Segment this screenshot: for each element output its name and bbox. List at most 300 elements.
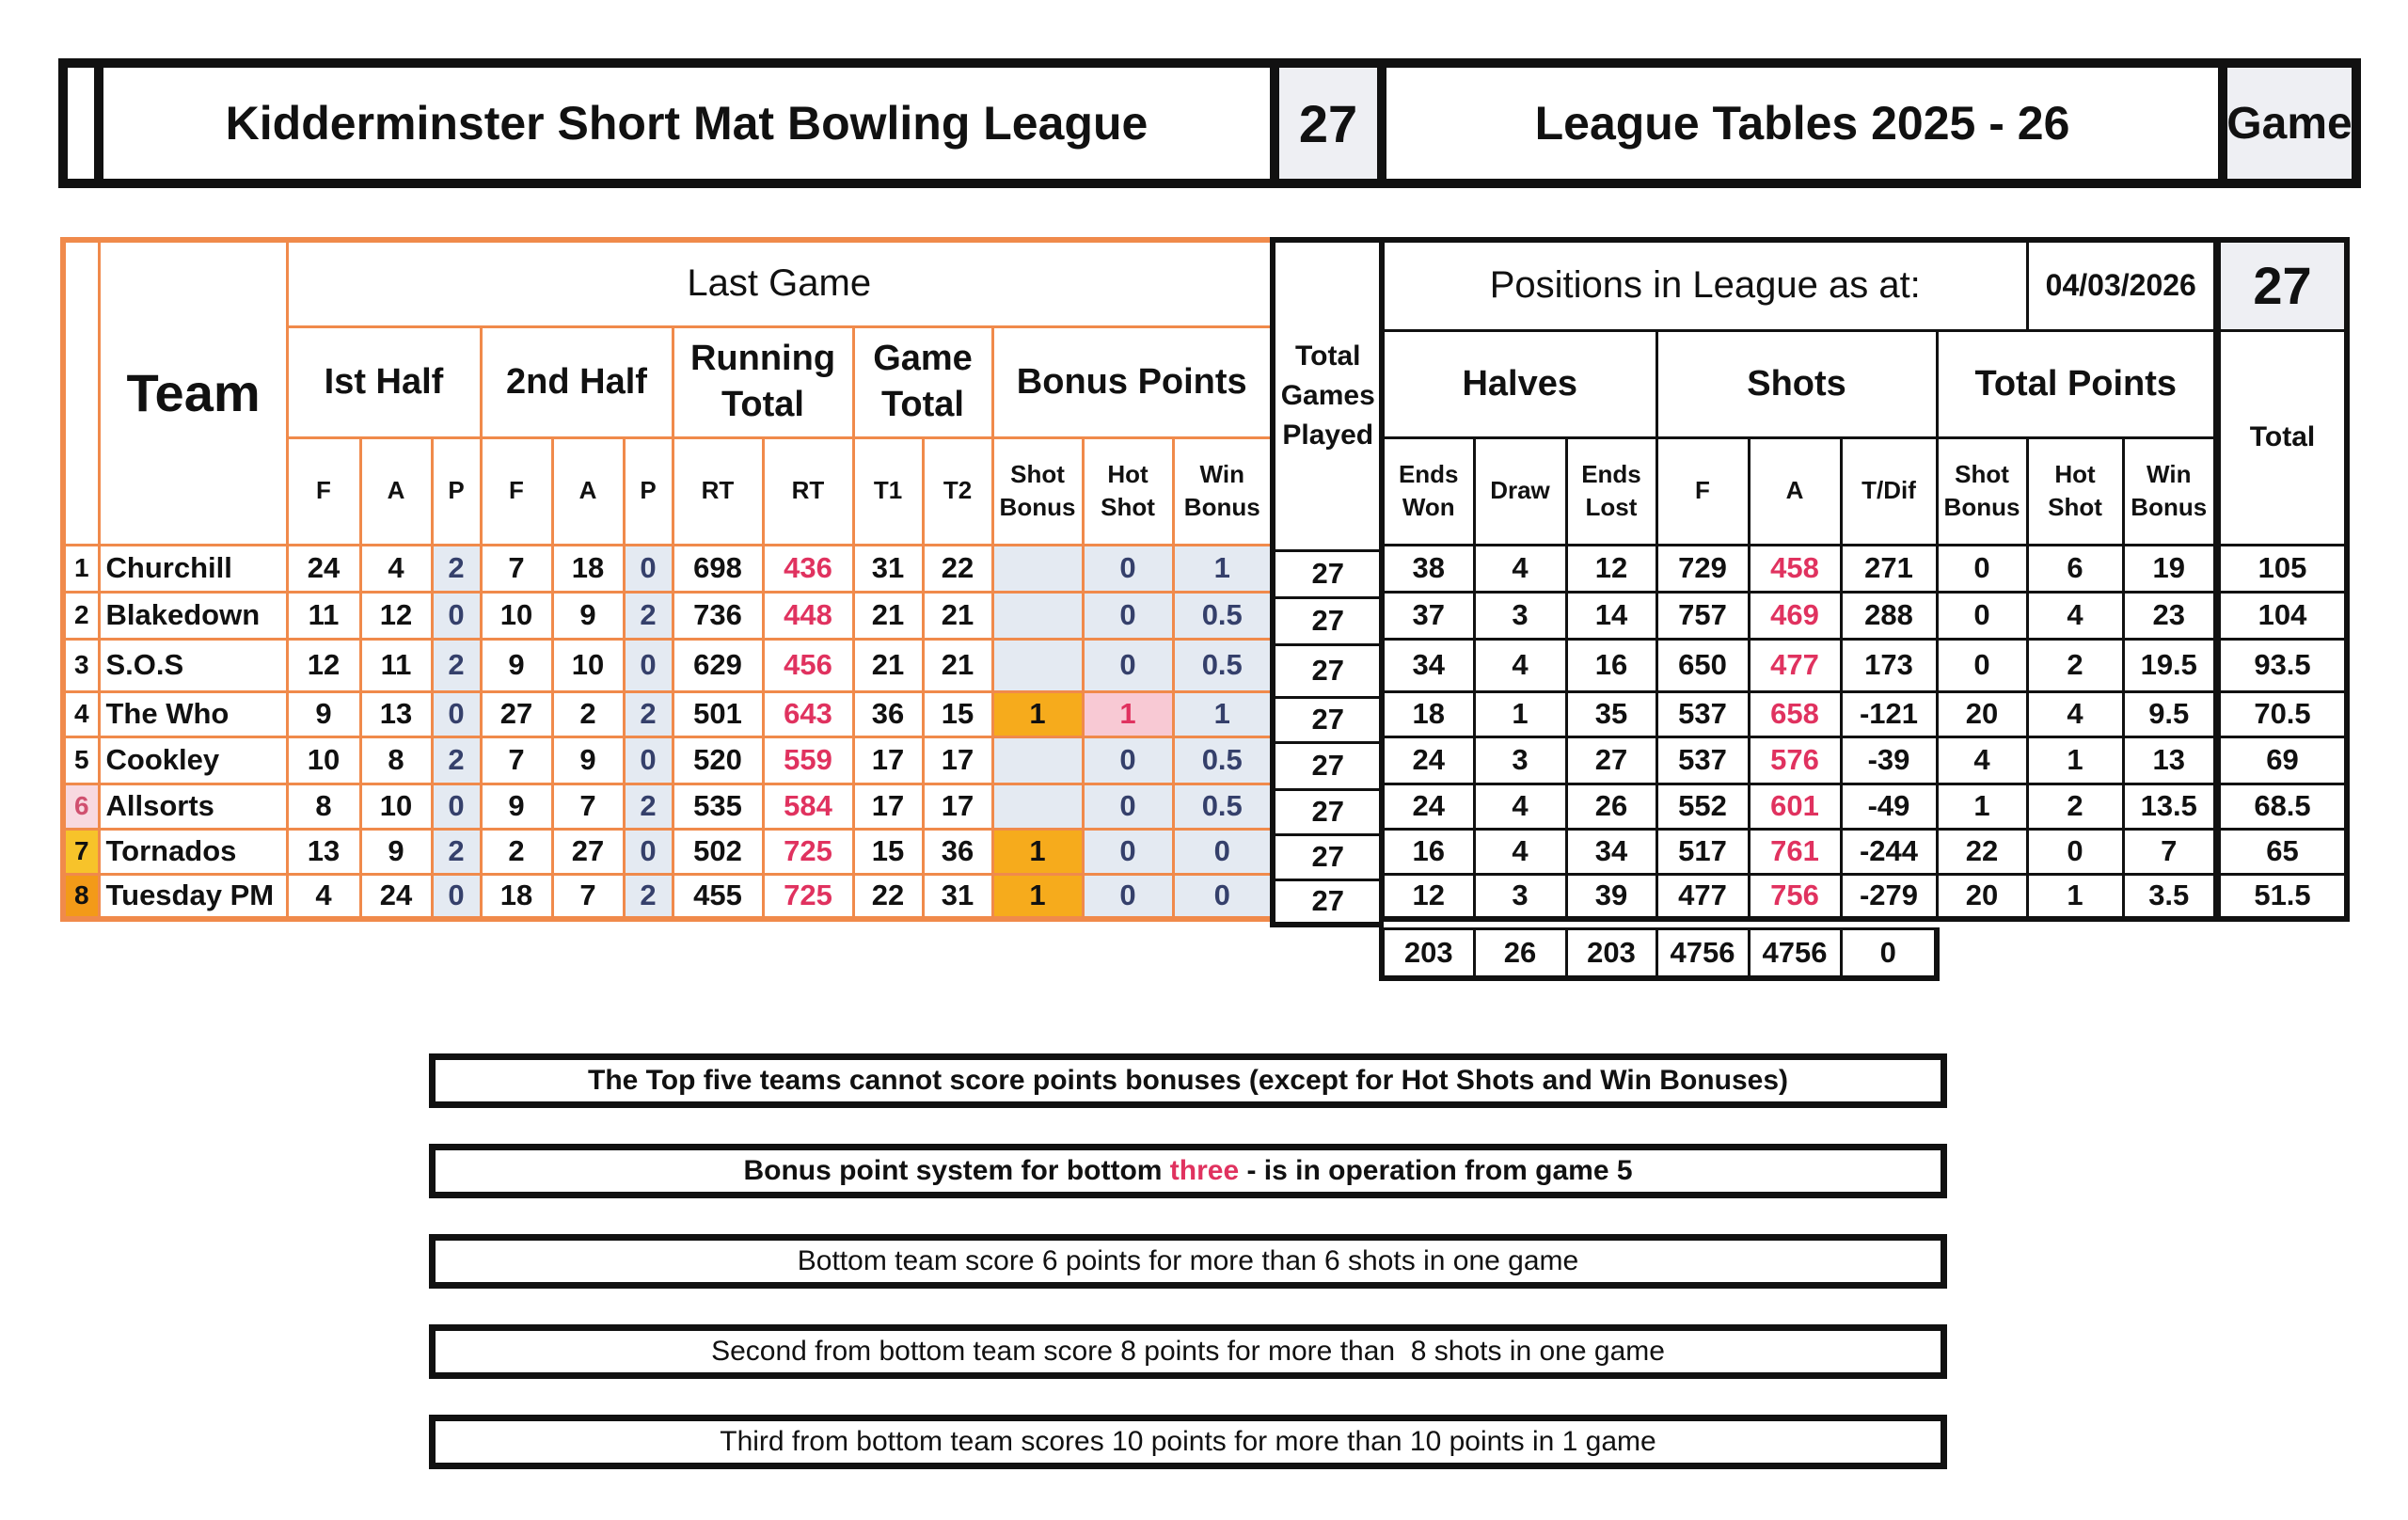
games-played-table <box>1270 237 1384 927</box>
col-h1-f: F <box>287 437 360 545</box>
shot-difference: -49 <box>1841 784 1937 829</box>
table-row <box>63 691 1273 736</box>
first-half-points: 2 <box>432 829 481 874</box>
shot-bonus <box>992 736 1083 784</box>
game-total-1: 31 <box>853 545 923 592</box>
table-row <box>1273 697 1382 742</box>
total-points: 69 <box>2217 736 2347 784</box>
total-points: 51.5 <box>2217 874 2347 919</box>
note-second-from-bottom-text: Second from bottom team score 8 points for more than 8 shots in one game <box>711 1336 1665 1367</box>
position-number: 4 <box>63 691 99 736</box>
draw: 3 <box>1474 874 1566 919</box>
total-points-header: Total Points <box>1937 330 2217 437</box>
second-half-against: 7 <box>552 874 624 919</box>
header-game-label-text: Game <box>2226 98 2353 149</box>
ends-won: 12 <box>1382 874 1474 919</box>
col-win-bonus: Win Bonus <box>1173 437 1273 545</box>
col-h2-f: F <box>481 437 552 545</box>
col-h2-p: P <box>624 437 673 545</box>
draw: 4 <box>1474 784 1566 829</box>
total-points: 70.5 <box>2217 691 2347 736</box>
games-played: 27 <box>1273 697 1382 742</box>
ends-won: 24 <box>1382 736 1474 784</box>
total-shot-bonus: 0 <box>1937 639 2027 691</box>
tables-title-text: League Tables 2025 - 26 <box>1534 97 2070 150</box>
total-points: 65 <box>2217 829 2347 874</box>
note-bonus-system-three: three <box>1169 1155 1240 1186</box>
position-number: 2 <box>63 592 99 639</box>
col-ends-lost: Ends Lost <box>1566 437 1656 545</box>
ends-won: 37 <box>1382 592 1474 639</box>
ends-lost: 26 <box>1566 784 1656 829</box>
position-number: 7 <box>63 829 99 874</box>
shot-difference: 173 <box>1841 639 1937 691</box>
first-half-against: 4 <box>360 545 432 592</box>
shot-difference: -244 <box>1841 829 1937 874</box>
total-hot-shot: 0 <box>2027 829 2123 874</box>
game-total-2: 17 <box>923 736 992 784</box>
first-half-for: 10 <box>287 736 360 784</box>
hot-shot: 0 <box>1083 639 1173 691</box>
first-half-for: 4 <box>287 874 360 919</box>
shots-against: 761 <box>1749 829 1841 874</box>
note-top-five <box>429 1053 1947 1108</box>
second-half-points: 0 <box>624 639 673 691</box>
shots-against: 469 <box>1749 592 1841 639</box>
second-half-for: 7 <box>481 545 552 592</box>
shots-against: 458 <box>1749 545 1841 592</box>
bonus-points-header: Bonus Points <box>992 326 1273 437</box>
note-bottom-team-text: Bottom team score 6 points for more than 6 shots in one game <box>797 1245 1579 1276</box>
hot-shot: 0 <box>1083 545 1173 592</box>
team-name: Churchill <box>99 545 287 592</box>
positions-date: 04/03/2026 <box>2027 240 2217 330</box>
note-third-from-bottom <box>429 1415 1947 1469</box>
running-total-2: 448 <box>763 592 853 639</box>
hot-shot: 1 <box>1083 691 1173 736</box>
team-name: The Who <box>99 691 287 736</box>
running-total-1: 629 <box>673 639 763 691</box>
shots-for: 552 <box>1656 784 1749 829</box>
shot-bonus <box>992 639 1083 691</box>
running-total-header: Running Total <box>673 326 853 437</box>
running-total-1: 736 <box>673 592 763 639</box>
shot-bonus: 1 <box>992 691 1083 736</box>
win-bonus: 1 <box>1173 691 1273 736</box>
total-win-bonus: 3.5 <box>2123 874 2217 919</box>
table-row <box>63 545 1273 592</box>
col-t1: T1 <box>853 437 923 545</box>
shots-for: 537 <box>1656 736 1749 784</box>
total-games-played-header: Total Games Played <box>1273 240 1382 550</box>
first-half-against: 11 <box>360 639 432 691</box>
ends-won: 24 <box>1382 784 1474 829</box>
note-third-from-bottom-text: Third from bottom team scores 10 points for more than 10 points in 1 game <box>720 1426 1656 1457</box>
shot-bonus: 1 <box>992 874 1083 919</box>
table-row <box>1382 829 2347 874</box>
ends-won: 38 <box>1382 545 1474 592</box>
total-win-bonus: 13 <box>2123 736 2217 784</box>
games-played: 27 <box>1273 597 1382 644</box>
total-hot-shot: 2 <box>2027 639 2123 691</box>
table-row <box>1382 545 2347 592</box>
table-row <box>63 874 1273 919</box>
win-bonus: 0 <box>1173 874 1273 919</box>
total-shot-bonus: 1 <box>1937 784 2027 829</box>
hot-shot: 0 <box>1083 592 1173 639</box>
shot-bonus <box>992 545 1083 592</box>
first-half-header: Ist Half <box>287 326 481 437</box>
first-half-against: 13 <box>360 691 432 736</box>
games-played: 27 <box>1273 789 1382 834</box>
total-hot-shot: 4 <box>2027 691 2123 736</box>
draw: 4 <box>1474 829 1566 874</box>
ends-won: 34 <box>1382 639 1474 691</box>
win-bonus: 0.5 <box>1173 784 1273 829</box>
total-win-bonus: 13.5 <box>2123 784 2217 829</box>
col-total-hot-shot: Hot Shot <box>2027 437 2123 545</box>
first-half-for: 11 <box>287 592 360 639</box>
league-title <box>94 58 1279 188</box>
col-total-shot-bonus: Shot Bonus <box>1937 437 2027 545</box>
game-total-1: 22 <box>853 874 923 919</box>
col-rt1: RT <box>673 437 763 545</box>
second-half-points: 2 <box>624 784 673 829</box>
position-number: 8 <box>63 874 99 919</box>
team-name: Tuesday PM <box>99 874 287 919</box>
second-half-points: 2 <box>624 592 673 639</box>
table-row <box>1273 789 1382 834</box>
second-half-for: 9 <box>481 639 552 691</box>
games-played: 27 <box>1273 834 1382 879</box>
tables-title <box>1377 58 2227 188</box>
games-played: 27 <box>1273 550 1382 597</box>
ends-lost: 39 <box>1566 874 1656 919</box>
total-shots-f: 4756 <box>1656 929 1749 978</box>
shot-difference: -121 <box>1841 691 1937 736</box>
total-hot-shot: 1 <box>2027 874 2123 919</box>
second-half-for: 2 <box>481 829 552 874</box>
hot-shot: 0 <box>1083 829 1173 874</box>
total-shot-bonus: 20 <box>1937 874 2027 919</box>
last-game-header: Last Game <box>287 240 1273 326</box>
league-title-text: Kidderminster Short Mat Bowling League <box>225 97 1149 150</box>
second-half-for: 10 <box>481 592 552 639</box>
total-shots-a: 4756 <box>1749 929 1841 978</box>
second-half-against: 27 <box>552 829 624 874</box>
first-half-against: 9 <box>360 829 432 874</box>
table-row <box>1273 644 1382 697</box>
total-win-bonus: 19 <box>2123 545 2217 592</box>
col-shot-bonus: Shot Bonus <box>992 437 1083 545</box>
table-row <box>1273 834 1382 879</box>
team-name: Cookley <box>99 736 287 784</box>
first-half-points: 2 <box>432 736 481 784</box>
col-h1-p: P <box>432 437 481 545</box>
shot-difference: 288 <box>1841 592 1937 639</box>
shots-for: 757 <box>1656 592 1749 639</box>
team-header: Team <box>99 240 287 545</box>
total-t-dif: 0 <box>1841 929 1937 978</box>
table-row <box>63 639 1273 691</box>
games-played: 27 <box>1273 742 1382 789</box>
table-row <box>63 736 1273 784</box>
total-win-bonus: 19.5 <box>2123 639 2217 691</box>
col-t2: T2 <box>923 437 992 545</box>
total-shot-bonus: 20 <box>1937 691 2027 736</box>
hot-shot: 0 <box>1083 784 1173 829</box>
second-half-against: 10 <box>552 639 624 691</box>
game-total-1: 36 <box>853 691 923 736</box>
header-game-number-text: 27 <box>1298 93 1358 153</box>
draw: 4 <box>1474 545 1566 592</box>
game-total-2: 21 <box>923 639 992 691</box>
first-half-points: 0 <box>432 874 481 919</box>
total-ends-won: 203 <box>1382 929 1474 978</box>
hot-shot: 0 <box>1083 736 1173 784</box>
note-top-five-text: The Top five teams cannot score points bonuses (except for Hot Shots and Win Bonuses) <box>588 1065 1788 1096</box>
position-number: 3 <box>63 639 99 691</box>
note-bottom-team <box>429 1234 1947 1289</box>
running-total-1: 520 <box>673 736 763 784</box>
running-total-2: 456 <box>763 639 853 691</box>
total-header: Total <box>2217 330 2347 545</box>
total-shot-bonus: 22 <box>1937 829 2027 874</box>
running-total-2: 643 <box>763 691 853 736</box>
first-half-points: 0 <box>432 691 481 736</box>
ends-won: 16 <box>1382 829 1474 874</box>
col-t-dif: T/Dif <box>1841 437 1937 545</box>
last-game-table <box>60 237 1275 922</box>
second-half-points: 2 <box>624 874 673 919</box>
running-total-2: 725 <box>763 829 853 874</box>
game-total-1: 17 <box>853 784 923 829</box>
ends-won: 18 <box>1382 691 1474 736</box>
total-shot-bonus: 0 <box>1937 545 2027 592</box>
table-row <box>1382 784 2347 829</box>
total-win-bonus: 7 <box>2123 829 2217 874</box>
table-row <box>63 592 1273 639</box>
totals-table <box>1379 927 1940 981</box>
second-half-for: 18 <box>481 874 552 919</box>
shots-against: 756 <box>1749 874 1841 919</box>
win-bonus: 0.5 <box>1173 639 1273 691</box>
first-half-against: 24 <box>360 874 432 919</box>
total-win-bonus: 9.5 <box>2123 691 2217 736</box>
total-points: 68.5 <box>2217 784 2347 829</box>
second-half-against: 9 <box>552 592 624 639</box>
table-row <box>1273 550 1382 597</box>
win-bonus: 0.5 <box>1173 736 1273 784</box>
second-half-against: 9 <box>552 736 624 784</box>
game-total-2: 15 <box>923 691 992 736</box>
table-row <box>1273 879 1382 925</box>
game-total-2: 17 <box>923 784 992 829</box>
game-total-1: 21 <box>853 592 923 639</box>
pos-header <box>63 240 99 545</box>
shot-difference: -39 <box>1841 736 1937 784</box>
table-row <box>1382 736 2347 784</box>
game-total-header: Game Total <box>853 326 992 437</box>
shot-bonus: 1 <box>992 829 1083 874</box>
second-half-against: 18 <box>552 545 624 592</box>
ends-lost: 35 <box>1566 691 1656 736</box>
second-half-for: 27 <box>481 691 552 736</box>
shot-difference: 271 <box>1841 545 1937 592</box>
halves-header: Halves <box>1382 330 1656 437</box>
game-total-2: 31 <box>923 874 992 919</box>
game-total-2: 36 <box>923 829 992 874</box>
total-shot-bonus: 0 <box>1937 592 2027 639</box>
total-points: 93.5 <box>2217 639 2347 691</box>
running-total-2: 436 <box>763 545 853 592</box>
total-points: 105 <box>2217 545 2347 592</box>
note-bonus-system-text-a: Bonus point system for bottom <box>743 1155 1170 1186</box>
header-game-label <box>2218 58 2361 188</box>
first-half-for: 24 <box>287 545 360 592</box>
second-half-header: 2nd Half <box>481 326 673 437</box>
shots-for: 650 <box>1656 639 1749 691</box>
running-total-1: 698 <box>673 545 763 592</box>
first-half-for: 9 <box>287 691 360 736</box>
running-total-2: 559 <box>763 736 853 784</box>
table-row <box>1382 592 2347 639</box>
shots-against: 576 <box>1749 736 1841 784</box>
col-ends-won: Ends Won <box>1382 437 1474 545</box>
running-total-1: 501 <box>673 691 763 736</box>
ends-lost: 14 <box>1566 592 1656 639</box>
second-half-points: 2 <box>624 691 673 736</box>
second-half-points: 0 <box>624 829 673 874</box>
first-half-against: 12 <box>360 592 432 639</box>
col-rt2: RT <box>763 437 853 545</box>
first-half-points: 0 <box>432 592 481 639</box>
header-game-number <box>1270 58 1386 188</box>
ends-lost: 16 <box>1566 639 1656 691</box>
draw: 3 <box>1474 592 1566 639</box>
team-name: Allsorts <box>99 784 287 829</box>
table-row <box>1273 597 1382 644</box>
win-bonus: 1 <box>1173 545 1273 592</box>
win-bonus: 0 <box>1173 829 1273 874</box>
col-draw: Draw <box>1474 437 1566 545</box>
table-row <box>1382 639 2347 691</box>
team-name: Blakedown <box>99 592 287 639</box>
col-h2-a: A <box>552 437 624 545</box>
hot-shot: 0 <box>1083 874 1173 919</box>
team-name: Tornados <box>99 829 287 874</box>
first-half-points: 0 <box>432 784 481 829</box>
shots-against: 477 <box>1749 639 1841 691</box>
win-bonus: 0.5 <box>1173 592 1273 639</box>
game-total-1: 15 <box>853 829 923 874</box>
ends-lost: 12 <box>1566 545 1656 592</box>
table-row <box>1382 874 2347 919</box>
first-half-for: 12 <box>287 639 360 691</box>
total-shot-bonus: 4 <box>1937 736 2027 784</box>
table-row <box>1273 742 1382 789</box>
shots-against: 601 <box>1749 784 1841 829</box>
total-ends-lost: 203 <box>1566 929 1656 978</box>
games-played: 27 <box>1273 644 1382 697</box>
shots-against: 658 <box>1749 691 1841 736</box>
col-shots-f: F <box>1656 437 1749 545</box>
shot-difference: -279 <box>1841 874 1937 919</box>
first-half-for: 8 <box>287 784 360 829</box>
shots-for: 477 <box>1656 874 1749 919</box>
positions-table <box>1379 237 2350 922</box>
total-hot-shot: 2 <box>2027 784 2123 829</box>
positions-label: Positions in League as at: <box>1382 240 2027 330</box>
note-bonus-system <box>429 1144 1947 1198</box>
table-row <box>63 829 1273 874</box>
positions-game-number: 27 <box>2217 240 2347 330</box>
second-half-against: 7 <box>552 784 624 829</box>
team-name: S.O.S <box>99 639 287 691</box>
draw: 3 <box>1474 736 1566 784</box>
table-row <box>63 784 1273 829</box>
total-points: 104 <box>2217 592 2347 639</box>
games-played: 27 <box>1273 879 1382 925</box>
note-second-from-bottom <box>429 1324 1947 1379</box>
total-hot-shot: 4 <box>2027 592 2123 639</box>
second-half-for: 9 <box>481 784 552 829</box>
shots-header: Shots <box>1656 330 1937 437</box>
game-total-2: 21 <box>923 592 992 639</box>
running-total-2: 584 <box>763 784 853 829</box>
total-hot-shot: 1 <box>2027 736 2123 784</box>
first-half-against: 8 <box>360 736 432 784</box>
ends-lost: 34 <box>1566 829 1656 874</box>
shots-for: 729 <box>1656 545 1749 592</box>
first-half-points: 2 <box>432 545 481 592</box>
col-total-win-bonus: Win Bonus <box>2123 437 2217 545</box>
running-total-2: 725 <box>763 874 853 919</box>
shot-bonus <box>992 592 1083 639</box>
col-shots-a: A <box>1749 437 1841 545</box>
draw: 4 <box>1474 639 1566 691</box>
table-row <box>1382 691 2347 736</box>
game-total-1: 17 <box>853 736 923 784</box>
running-total-1: 455 <box>673 874 763 919</box>
col-h1-a: A <box>360 437 432 545</box>
first-half-points: 2 <box>432 639 481 691</box>
total-hot-shot: 6 <box>2027 545 2123 592</box>
total-win-bonus: 23 <box>2123 592 2217 639</box>
draw: 1 <box>1474 691 1566 736</box>
running-total-1: 535 <box>673 784 763 829</box>
game-total-2: 22 <box>923 545 992 592</box>
second-half-points: 0 <box>624 545 673 592</box>
ends-lost: 27 <box>1566 736 1656 784</box>
running-total-1: 502 <box>673 829 763 874</box>
first-half-for: 13 <box>287 829 360 874</box>
shots-for: 517 <box>1656 829 1749 874</box>
second-half-against: 2 <box>552 691 624 736</box>
first-half-against: 10 <box>360 784 432 829</box>
second-half-points: 0 <box>624 736 673 784</box>
col-hot-shot: Hot Shot <box>1083 437 1173 545</box>
note-bonus-system-text-c: - is in operation from game 5 <box>1239 1155 1633 1186</box>
game-total-1: 21 <box>853 639 923 691</box>
shot-bonus <box>992 784 1083 829</box>
shots-for: 537 <box>1656 691 1749 736</box>
position-number: 6 <box>63 784 99 829</box>
position-number: 1 <box>63 545 99 592</box>
second-half-for: 7 <box>481 736 552 784</box>
position-number: 5 <box>63 736 99 784</box>
total-draw: 26 <box>1474 929 1566 978</box>
